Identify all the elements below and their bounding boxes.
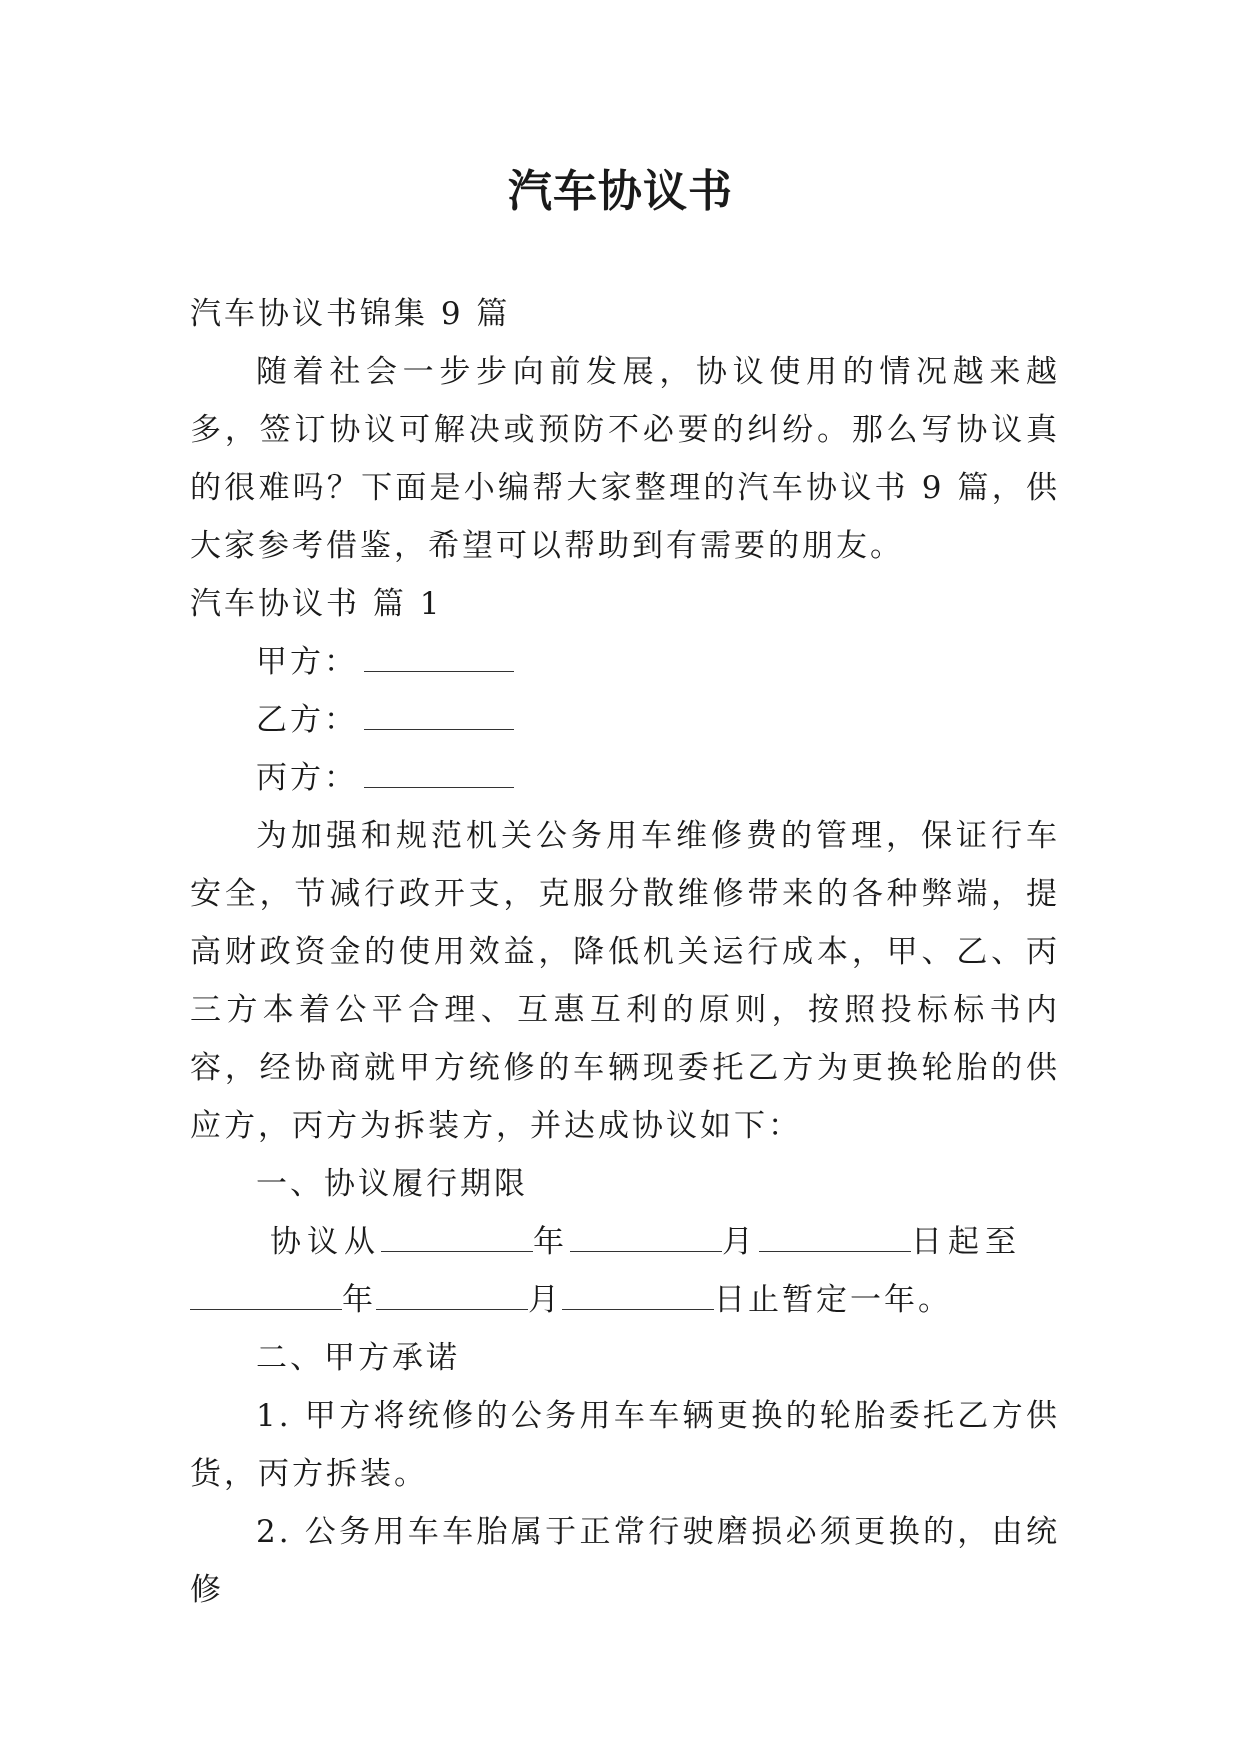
end-year-label: 年 <box>342 1282 376 1318</box>
preamble-paragraph: 为加强和规范机关公务用车维修费的管理，保证行车安全，节减行政开支，克服分散维修带来的各种弊端，提高财政资金的使用效益，降低机关运行成本，甲、乙、丙三方本着公平合理、互惠互利的原则，按照投标标书内容，经协商就甲方统修的车辆现委托乙方为更换轮胎的供应方，丙方为拆装方，并达成协议如下： <box>190 818 1060 1144</box>
clause1-from-text: 协议从 <box>270 1224 381 1260</box>
clause2-item1: 1. 甲方将统修的公务用车车辆更换的轮胎委托乙方供货，丙方拆装。 <box>190 1398 1060 1492</box>
section-heading: 汽车协议书 篇 1 <box>190 586 443 622</box>
party-a-blank <box>364 643 514 672</box>
start-day-label: 日起至 <box>911 1224 1022 1260</box>
document-body <box>190 285 1060 1619</box>
document-title: 汽车协议书 <box>508 166 733 217</box>
start-year-blank <box>381 1223 533 1252</box>
clause2-item2: 2. 公务用车车胎属于正常行驶磨损必须更换的，由统修 <box>190 1514 1060 1608</box>
start-month-label: 月 <box>722 1224 759 1260</box>
clause1-title: 一、协议履行期限 <box>256 1166 528 1202</box>
intro-paragraph: 随着社会一步步向前发展，协议使用的情况越来越多，签订协议可解决或预防不必要的纠纷。那么写协议真的很难吗？下面是小编帮大家整理的汽车协议书 9 篇，供大家参考借鉴，希望可以帮助到有需要的朋友。 <box>190 354 1060 564</box>
party-b-label: 乙方： <box>256 702 358 738</box>
start-day-blank <box>759 1223 911 1252</box>
end-month-label: 月 <box>528 1282 562 1318</box>
start-year-label: 年 <box>533 1224 570 1260</box>
start-month-blank <box>570 1223 722 1252</box>
clause1-date-line1 <box>190 1213 1060 1271</box>
party-b-blank <box>364 701 514 730</box>
party-b-line <box>190 691 1060 749</box>
clause1-date-line2 <box>190 1271 1060 1329</box>
document-subtitle: 汽车协议书锦集 9 篇 <box>190 296 511 332</box>
end-day-label: 日止暂定一年。 <box>714 1282 952 1318</box>
end-day-blank <box>562 1281 714 1310</box>
party-c-line <box>190 749 1060 807</box>
clause2-title: 二、甲方承诺 <box>256 1340 460 1376</box>
party-c-blank <box>364 759 514 788</box>
party-a-label: 甲方： <box>256 644 358 680</box>
end-month-blank <box>376 1281 528 1310</box>
party-a-line <box>190 633 1060 691</box>
party-c-label: 丙方： <box>256 760 358 796</box>
end-year-blank <box>190 1281 342 1310</box>
